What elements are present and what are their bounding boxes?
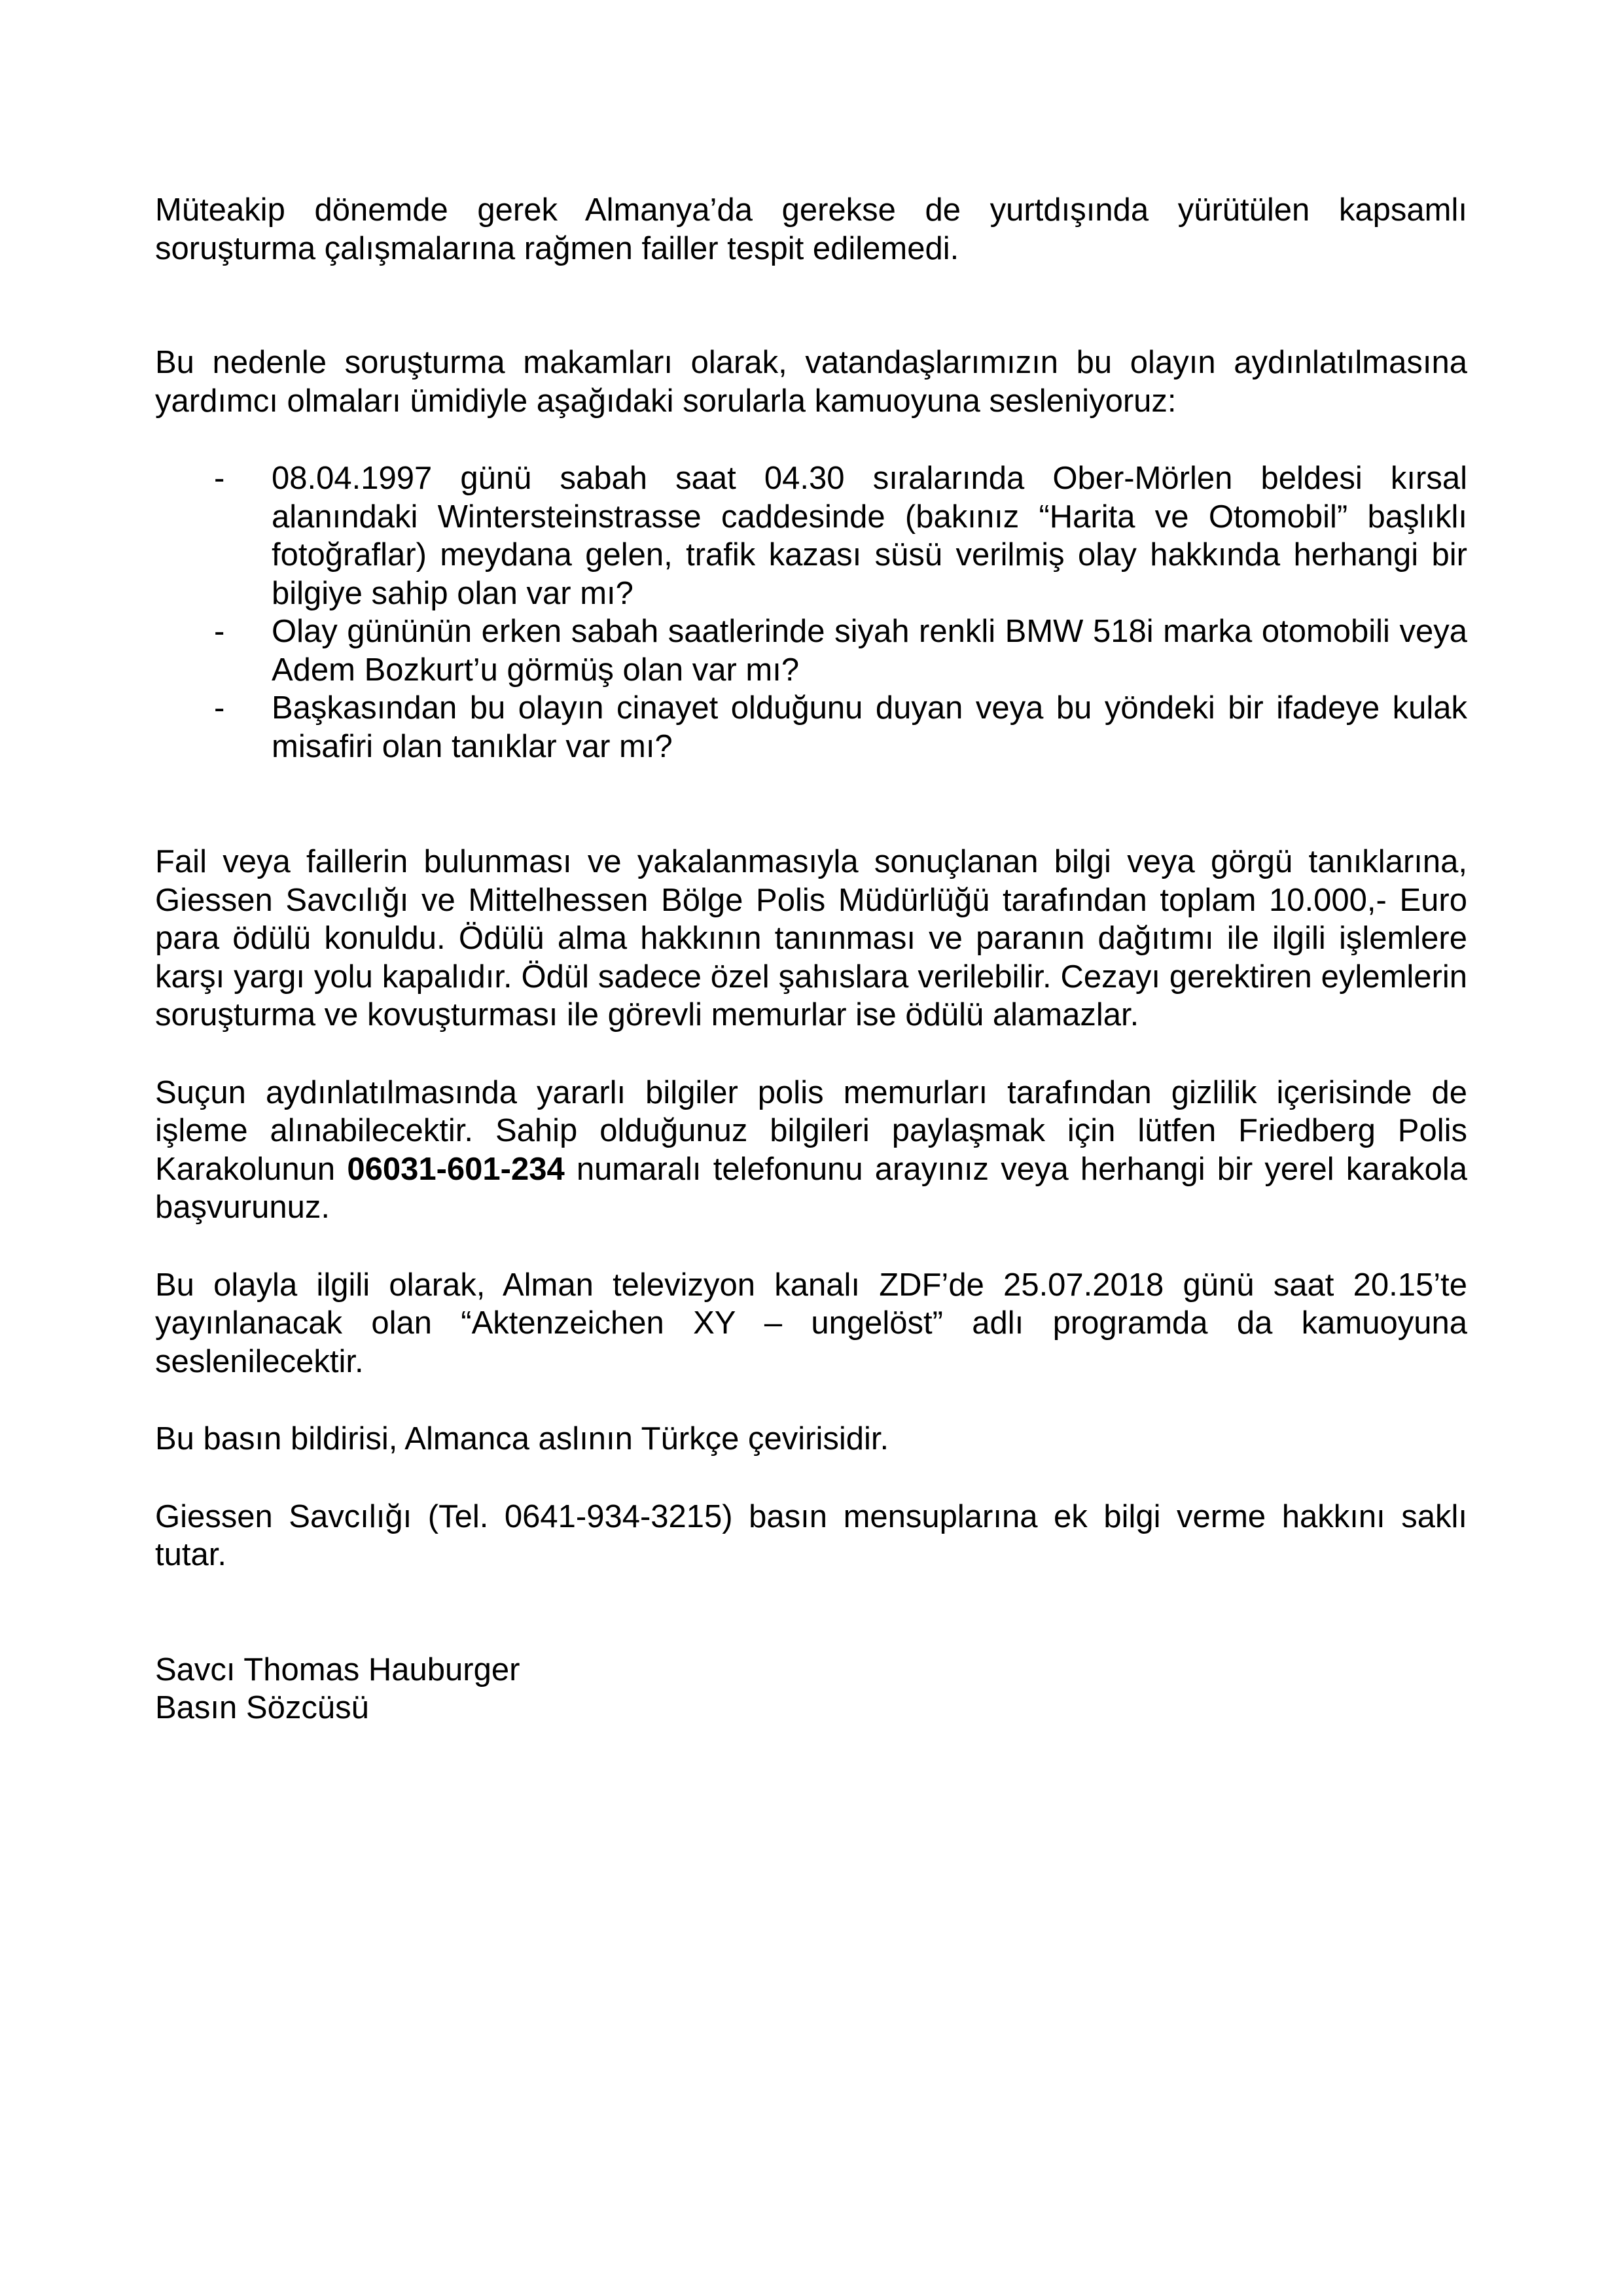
bullet-dash: - (214, 614, 225, 649)
list-item (155, 612, 1467, 689)
bullet-dash: - (214, 690, 225, 726)
contact-text-before: Suçun aydınlatılmasında yararlı bilgiler polis memurları tarafından gizlilik içerisinde de işleme alınabilecektir. Sahip olduğunuz bilgileri paylaşmak için lütfen Friedberg Polis Karakolunun (155, 1074, 1467, 1187)
paragraph-contact (155, 1074, 1467, 1227)
contact-text-after: numaralı telefonunu arayınız veya herhangi bir yerel karakola başvurunuz. (155, 1151, 1468, 1225)
document-page (155, 191, 1467, 1727)
paragraph-investigation-summary: Müteakip dönemde gerek Almanya’da gerekse de yurtdışında yürütülen kapsamlı soruşturma çalışmalarına rağmen failler tespit edilemedi. (155, 192, 1467, 266)
police-phone-number: 06031-601-234 (347, 1151, 565, 1187)
list-item (155, 689, 1467, 766)
signature-name: Savcı Thomas Hauburger (155, 1651, 520, 1687)
question-text: Başkasından bu olayın cinayet olduğunu duyan veya bu yöndeki bir ifadeye kulak misafiri olan tanıklar var mı? (272, 690, 1467, 764)
signature-block (155, 1651, 1467, 1727)
question-text: Olay gününün erken sabah saatlerinde siyah renkli BMW 518i marka otomobili veya Adem Bozkurt’u görmüş olan var mı? (272, 614, 1467, 688)
list-item (155, 459, 1467, 612)
question-list (155, 459, 1467, 766)
bullet-dash: - (214, 461, 225, 496)
paragraph-translation-note: Bu basın bildirisi, Almanca aslının Türkçe çevirisidir. (155, 1421, 889, 1457)
paragraph-press-contact: Giessen Savcılığı (Tel. 0641-934-3215) basın mensuplarına ek bilgi verme hakkını saklı tutar. (155, 1498, 1467, 1572)
paragraph-tv-broadcast: Bu olayla ilgili olarak, Alman televizyon kanalı ZDF’de 25.07.2018 günü saat 20.15’te yayınlanacak olan “Aktenzeichen XY – ungelöst” adlı programda da kamuoyuna seslenilecektir. (155, 1267, 1467, 1379)
question-text: 08.04.1997 günü sabah saat 04.30 sıralarında Ober-Mörlen beldesi kırsal alanındaki Wintersteinstrasse caddesinde (bakınız “Harita ve Otomobil” başlıklı fotoğraflar) meydana gelen, trafik kazası süsü verilmiş olay hakkında herhangi bir bilgiye sahip olan var mı? (272, 461, 1467, 611)
paragraph-public-appeal: Bu nedenle soruşturma makamları olarak, vatandaşlarımızın bu olayın aydınlatılmasına yardımcı olmaları ümidiyle aşağıdaki sorularla kamuoyuna sesleniyoruz: (155, 345, 1467, 419)
paragraph-reward: Fail veya faillerin bulunması ve yakalanmasıyla sonuçlanan bilgi veya görgü tanıklarına, Giessen Savcılığı ve Mittelhessen Bölge Polis Müdürlüğü tarafından toplam 10.000,- Euro para ödülü konuldu. Ödülü alma hakkının tanınması ve paranın dağıtımı ile ilgili işlemlere karşı yargı yolu kapalıdır. Ödül sadece özel şahıslara verilebilir. Cezayı gerektiren eylemlerin soruşturma ve kovuşturması ile görevli memurlar ise ödülü alamazlar. (155, 844, 1467, 1033)
signature-role: Basın Sözcüsü (155, 1690, 369, 1725)
